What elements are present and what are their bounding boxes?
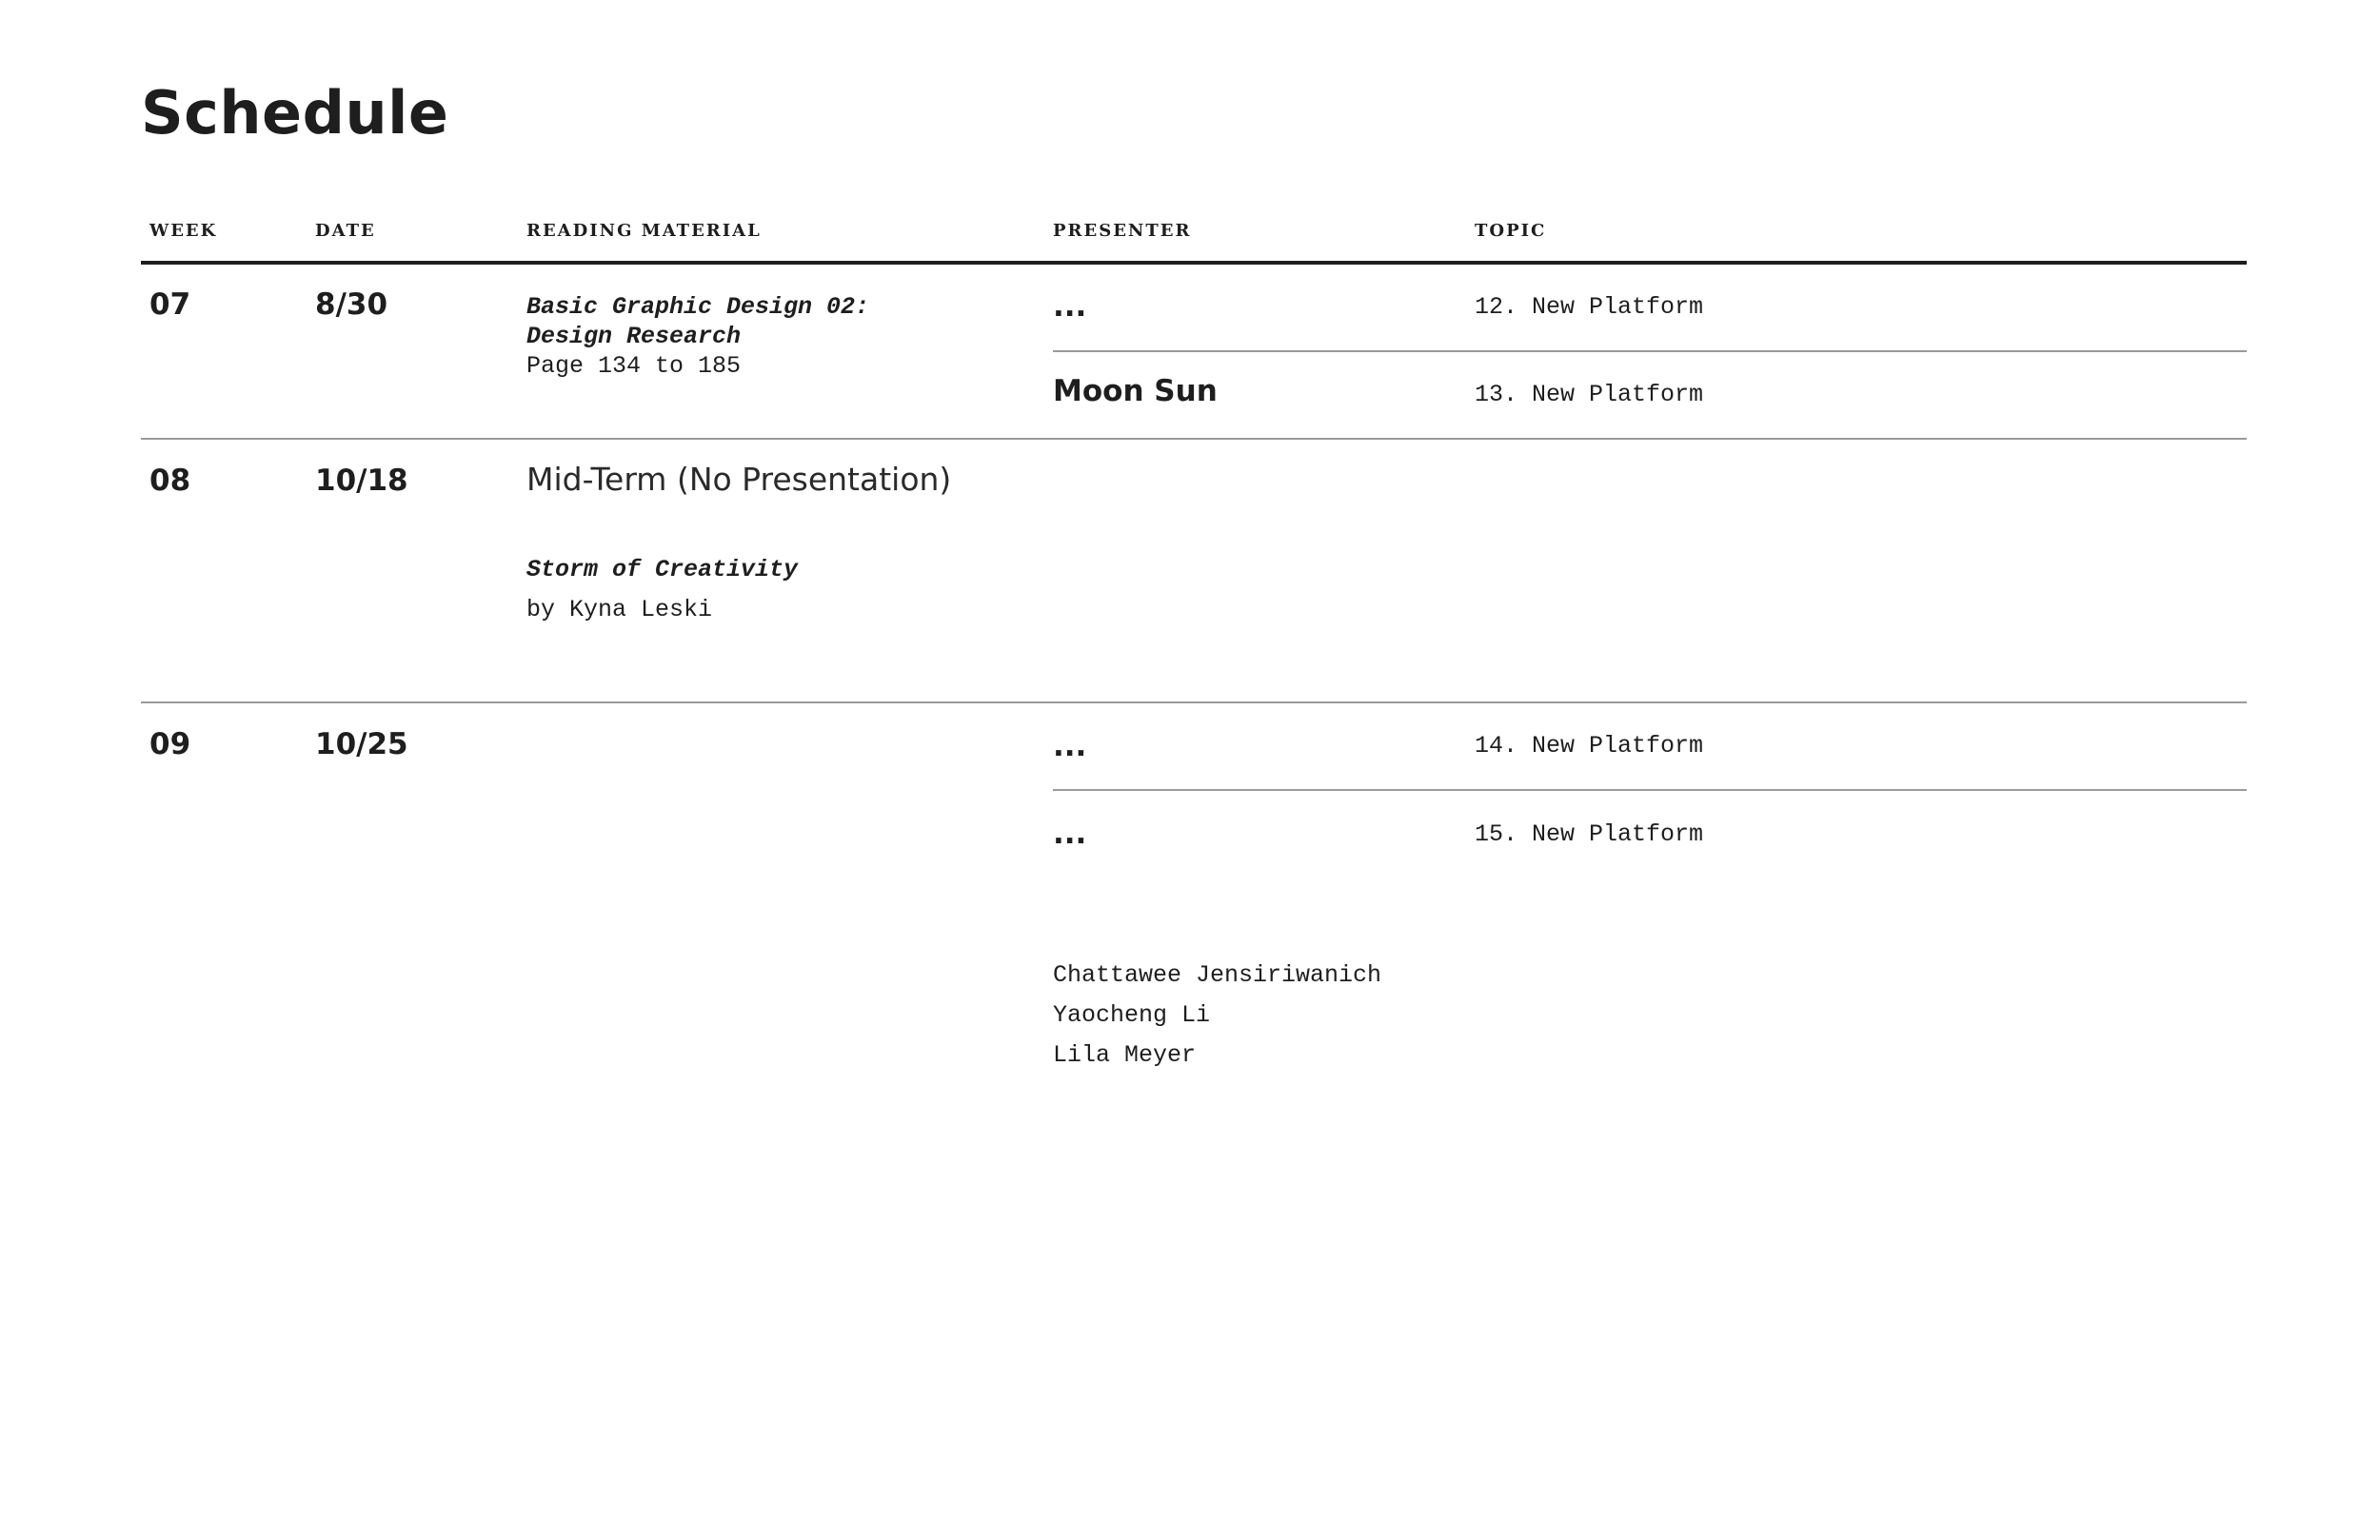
reading-pages: Page 134 to 185 <box>526 352 742 380</box>
topic-text: 12. New Platform <box>1475 293 1704 321</box>
session-divider <box>1053 350 2247 352</box>
reading-title: Storm of Creativity <box>526 556 799 583</box>
page-title: Schedule <box>141 78 449 148</box>
column-header-week: WEEK <box>149 221 218 241</box>
column-header-topic: TOPIC <box>1475 221 1547 241</box>
column-header-reading-material: READING MATERIAL <box>526 221 762 241</box>
session-divider <box>1053 789 2247 791</box>
presenter-name: Moon Sun <box>1053 374 1218 408</box>
date-value: 10/25 <box>315 727 408 761</box>
row-divider <box>141 701 2247 703</box>
topic-text: 15. New Platform <box>1475 820 1704 848</box>
presenter-name: ... <box>1053 729 1087 763</box>
midterm-note: Mid-Term (No Presentation) <box>526 461 952 498</box>
date-value: 8/30 <box>315 287 388 322</box>
column-header-date: DATE <box>315 221 376 241</box>
presenter-name: ... <box>1053 289 1087 324</box>
reading-author: by Kyna Leski <box>526 596 713 623</box>
person-name: Lila Meyer <box>1053 1041 1197 1069</box>
reading-title-line: Design Research <box>526 323 742 350</box>
presenter-name: ... <box>1053 817 1087 851</box>
date-value: 10/18 <box>315 464 408 498</box>
person-name: Chattawee Jensiriwanich <box>1053 961 1382 989</box>
week-number: 09 <box>149 727 191 761</box>
week-number: 08 <box>149 464 191 498</box>
topic-text: 14. New Platform <box>1475 732 1704 760</box>
week-number: 07 <box>149 287 191 322</box>
header-divider <box>141 261 2247 265</box>
column-header-presenter: PRESENTER <box>1053 221 1192 241</box>
reading-title-line: Basic Graphic Design 02: <box>526 293 870 321</box>
topic-text: 13. New Platform <box>1475 381 1704 408</box>
person-name: Yaocheng Li <box>1053 1001 1211 1029</box>
row-divider <box>141 438 2247 440</box>
